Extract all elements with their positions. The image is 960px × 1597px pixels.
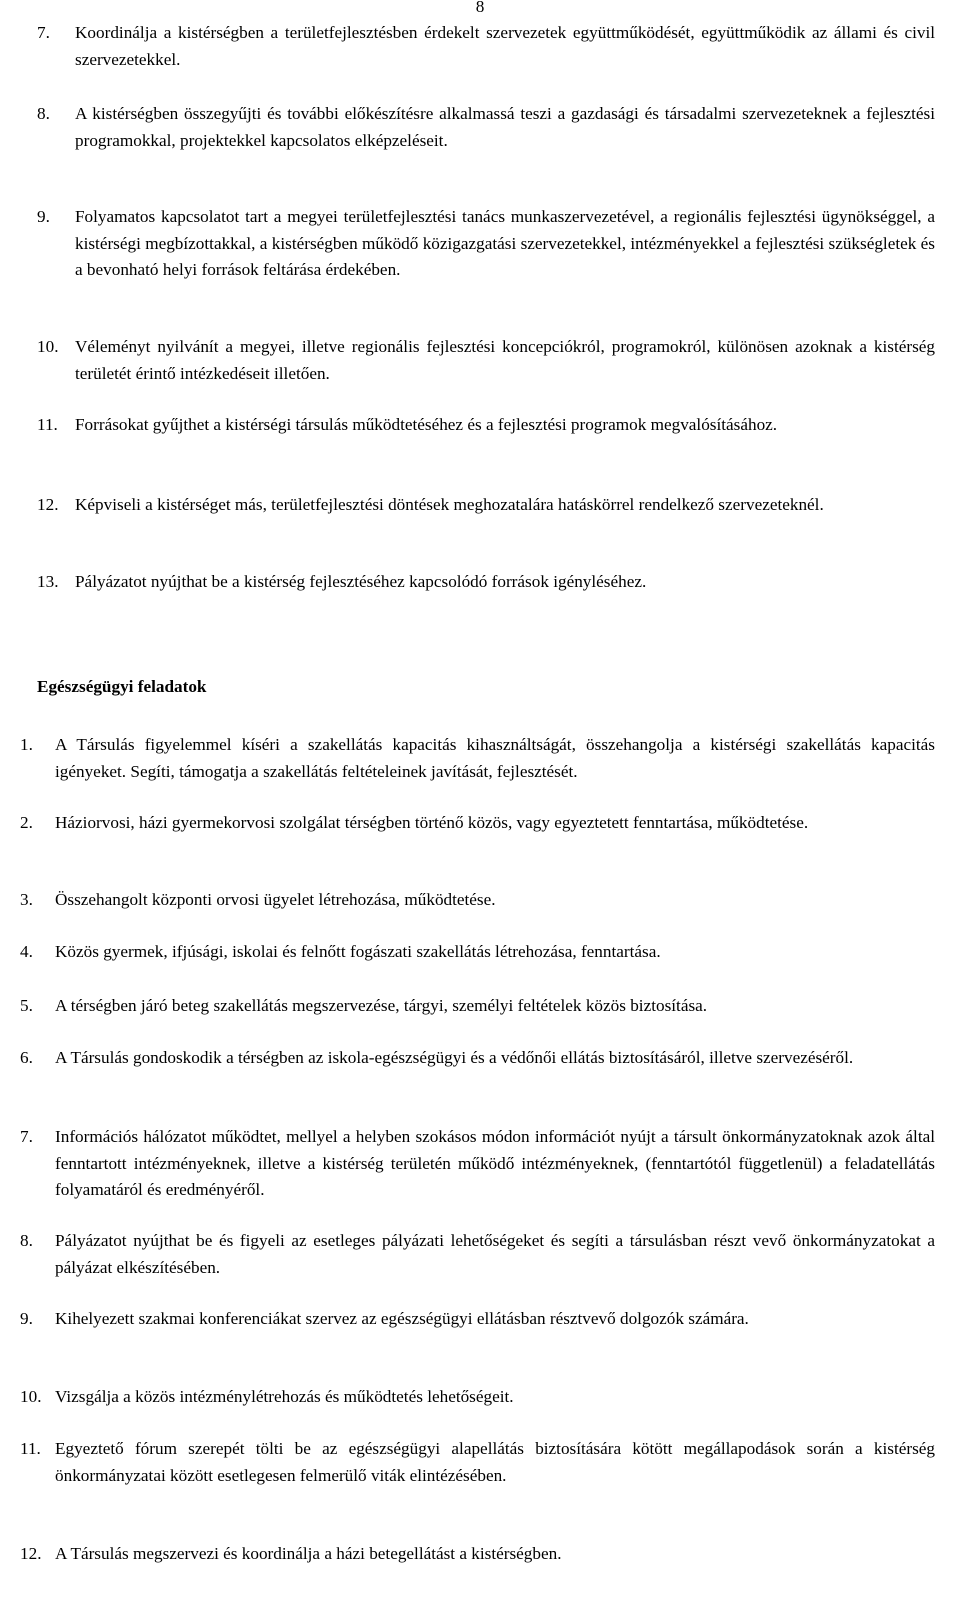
item-text: A Társulás megszervezi és koordinálja a házi betegellátást a kistérségben.	[55, 1544, 562, 1563]
list-item	[20, 1541, 935, 1568]
item-number: 7.	[37, 23, 50, 42]
item-number: 9.	[37, 207, 50, 226]
list-item	[37, 20, 935, 73]
item-text: Kihelyezett szakmai konferenciákat szervez az egészségügyi ellátásban résztvevő dolgozók számára.	[55, 1309, 749, 1328]
list-item	[20, 1384, 935, 1411]
item-number: 11.	[20, 1439, 41, 1458]
item-number: 10.	[20, 1387, 42, 1406]
list-item	[37, 101, 935, 154]
item-text: Pályázatot nyújthat be a kistérség fejlesztéséhez kapcsolódó források igényléséhez.	[75, 572, 647, 591]
list-item	[20, 887, 935, 914]
item-number: 4.	[20, 942, 33, 961]
section-heading: Egészségügyi feladatok	[37, 677, 207, 696]
page-number: 8	[475, 0, 485, 16]
item-text: Összehangolt központi orvosi ügyelet létrehozása, működtetése.	[55, 890, 496, 909]
item-number: 10.	[37, 337, 59, 356]
item-text: Forrásokat gyűjthet a kistérségi társulás működtetéséhez és a fejlesztési programok megvalósításához.	[75, 415, 778, 434]
item-number: 9.	[20, 1309, 33, 1328]
list-item	[20, 1228, 935, 1281]
item-number: 11.	[37, 415, 58, 434]
list-item	[20, 1306, 935, 1333]
item-text: A Társulás figyelemmel kíséri a szakellátás kapacitás kihasználtságát, összehangolja a kistérségi szakellátás kapacitás igényeket. Segíti, támogatja a szakellátás feltételeinek javítását, fejlesztését.	[55, 735, 935, 781]
item-text: A kistérségben összegyűjti és további előkészítésre alkalmassá teszi a gazdasági és társadalmi szervezeteknek a fejlesztési programokkal, projektekkel kapcsolatos elképzeléseit.	[75, 104, 935, 150]
list-item	[37, 412, 935, 439]
item-text: Véleményt nyilvánít a megyei, illetve regionális fejlesztési koncepciókról, programokról, különösen azoknak a kistérség területét érintő intézkedéseit illetően.	[75, 337, 935, 383]
item-number: 2.	[20, 813, 33, 832]
item-number: 13.	[37, 572, 59, 591]
item-text: Információs hálózatot működtet, mellyel a helyben szokásos módon információt nyújt a társult önkormányzatoknak azok által fenntartott intézményeknek, illetve a kistérség területén működő intézményeknek, (fenntartótól függetlenül) a feladatellátás folyamatáról és eredményéről.	[55, 1127, 935, 1199]
item-text: A térségben járó beteg szakellátás megszervezése, tárgyi, személyi feltételek közös biztosítása.	[55, 996, 708, 1015]
list-item	[20, 993, 935, 1020]
list-item	[20, 1436, 935, 1489]
list-item	[20, 939, 935, 966]
item-text: Pályázatot nyújthat be és figyeli az esetleges pályázati lehetőségeket és segíti a társulásban részt vevő önkormányzatokat a pályázat elkészítésében.	[55, 1231, 935, 1277]
item-text: Háziorvosi, házi gyermekorvosi szolgálat térségben történő közös, vagy egyeztetett fenntartása, működtetése.	[55, 813, 809, 832]
item-text: Koordinálja a kistérségben a területfejlesztésben érdekelt szervezetek együttműködését, együttműködik az állami és civil szervezetekkel.	[75, 23, 935, 69]
item-text: A Társulás gondoskodik a térségben az iskola-egészségügyi és a védőnői ellátás biztosításáról, illetve szervezéséről.	[55, 1048, 854, 1067]
list-item	[37, 204, 935, 284]
item-text: Folyamatos kapcsolatot tart a megyei területfejlesztési tanács munkaszervezetével, a regionális fejlesztési ügynökséggel, a kistérségi megbízottakkal, a kistérségben működő közigazgatási szervezetekkel, intézményekkel a fejlesztési szükségletek és a bevonható helyi források feltárása érdekében.	[75, 207, 935, 279]
list-item	[37, 492, 935, 519]
item-text: Vizsgálja a közös intézménylétrehozás és működtetés lehetőségeit.	[55, 1387, 514, 1406]
item-number: 12.	[20, 1544, 42, 1563]
list-item	[20, 810, 935, 837]
list-item	[20, 732, 935, 785]
item-number: 7.	[20, 1127, 33, 1146]
item-number: 5.	[20, 996, 33, 1015]
list-item	[20, 1045, 935, 1072]
item-text: Közös gyermek, ifjúsági, iskolai és felnőtt fogászati szakellátás létrehozása, fenntartása.	[55, 942, 661, 961]
list-item	[37, 334, 935, 387]
item-text: Egyeztető fórum szerepét tölti be az egészségügyi alapellátás biztosítására kötött megállapodások során a kistérség önkormányzatai között esetlegesen felmerülő viták elintézésében.	[55, 1439, 935, 1485]
item-number: 1.	[20, 735, 33, 754]
item-text: Képviseli a kistérséget más, területfejlesztési döntések meghozatalára hatáskörrel rendelkező szervezeteknél.	[75, 495, 824, 514]
list-item	[37, 569, 935, 596]
item-number: 12.	[37, 495, 59, 514]
item-number: 8.	[37, 104, 50, 123]
list-item	[20, 1124, 935, 1204]
item-number: 6.	[20, 1048, 33, 1067]
item-number: 3.	[20, 890, 33, 909]
item-number: 8.	[20, 1231, 33, 1250]
